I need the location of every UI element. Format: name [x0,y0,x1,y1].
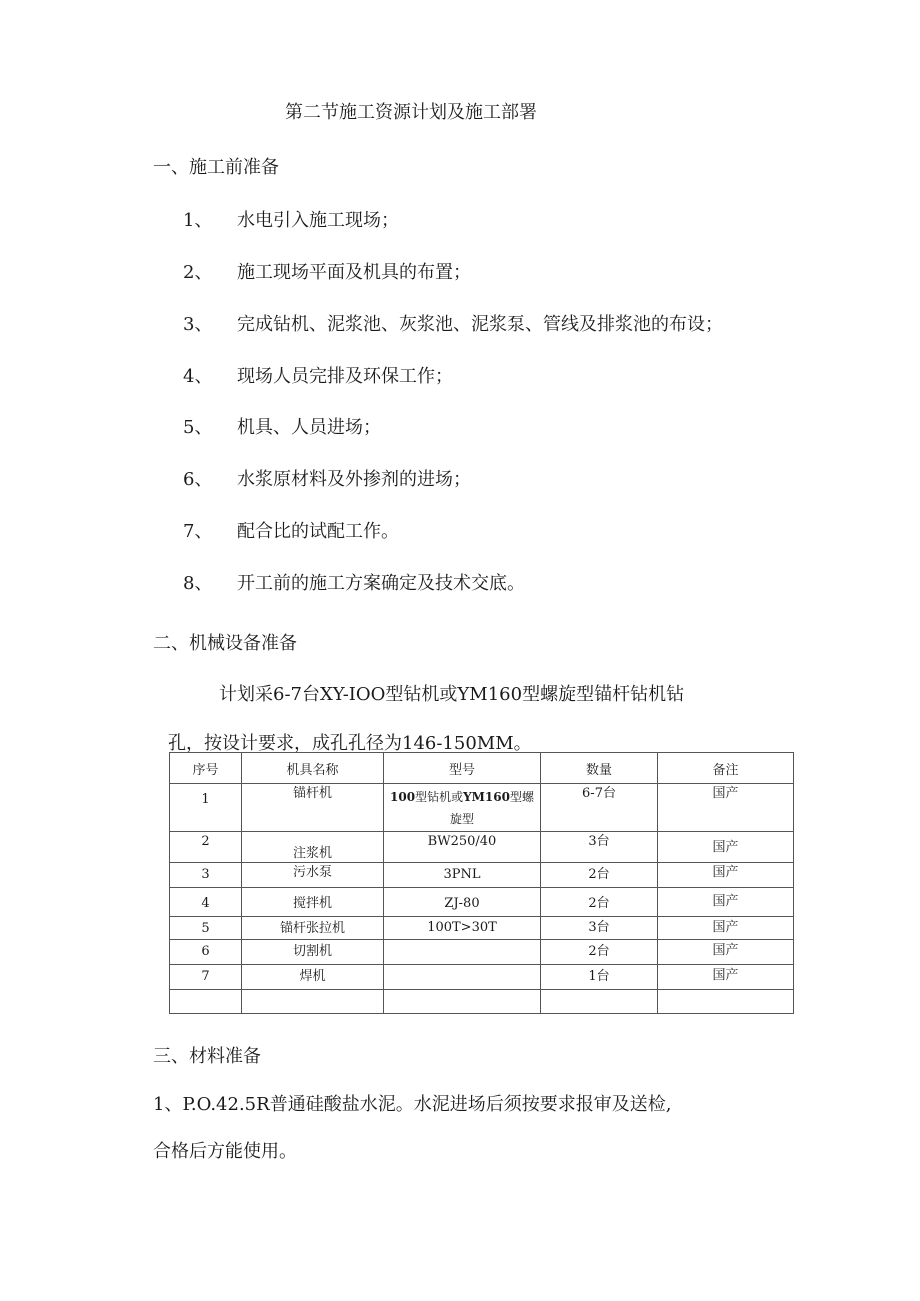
item-number: 3、 [183,314,213,335]
item-text: 机具、人员进场； [237,417,381,438]
table-row [170,832,794,863]
equipment-note: 国产 [658,888,794,917]
equipment-note: 国产 [658,784,794,832]
materials-paragraph-line1: 1、P.O.42.5R普通硅酸盐水泥。水泥进场后须按要求报审及送检, [153,1094,672,1115]
section-heading-materials: 三、材料准备 [153,1046,261,1067]
item-text: 施工现场平面及机具的布置； [237,262,471,283]
table-row [170,888,794,917]
equipment-note: 国产 [658,940,794,965]
equipment-note: 国产 [658,863,794,888]
table-row [170,917,794,940]
row-number: 6 [170,940,242,965]
materials-paragraph-line2: 合格后方能使用。 [153,1141,297,1162]
equipment-name: 焊机 [242,965,384,990]
list-item [183,310,723,336]
equipment-name: 注浆机 [242,832,384,863]
equipment-paragraph-line1: 计划采6-7台XY-IOO型钻机或YM160型螺旋型锚杆钻机钻 [219,684,685,705]
list-item [183,517,399,543]
equipment-model: BW250/40 [384,832,541,863]
equipment-quantity: 1台 [541,965,658,990]
header-cell: 型号 [384,753,541,784]
table-row [170,863,794,888]
header-cell: 序号 [170,753,242,784]
row-number: 7 [170,965,242,990]
item-number: 2、 [183,262,213,283]
item-text: 水电引入施工现场； [237,210,399,231]
header-cell: 数量 [541,753,658,784]
equipment-name: 污水泵 [242,863,384,888]
row-number: 4 [170,888,242,917]
list-item [183,413,381,439]
equipment-model [384,965,541,990]
equipment-note: 国产 [658,832,794,863]
row-number: 3 [170,863,242,888]
equipment-model [384,940,541,965]
empty-cell [384,990,541,1014]
list-item [183,362,453,388]
equipment-model: 100型钻机或YM160型螺旋型 [384,784,541,832]
item-number: 1、 [183,210,213,231]
header-cell: 机具名称 [242,753,384,784]
equipment-name: 锚杆张拉机 [242,917,384,940]
item-text: 完成钻机、泥浆池、灰浆池、泥浆泵、管线及排浆池的布设； [237,314,723,335]
empty-cell [658,990,794,1014]
section-heading-equipment: 二、机械设备准备 [153,633,297,654]
equipment-model: 3PNL [384,863,541,888]
empty-cell [541,990,658,1014]
equipment-name: 搅拌机 [242,888,384,917]
item-number: 5、 [183,417,213,438]
list-item [183,569,525,595]
item-number: 6、 [183,469,213,490]
list-item [183,206,399,232]
list-item [183,258,471,284]
row-number: 1 [170,784,242,832]
item-text: 开工前的施工方案确定及技术交底。 [237,573,525,594]
item-text: 现场人员完排及环保工作； [237,366,453,387]
equipment-model: 100T>30T [384,917,541,940]
empty-cell [170,990,242,1014]
equipment-quantity: 6-7台 [541,784,658,832]
item-number: 4、 [183,366,213,387]
equipment-quantity: 2台 [541,888,658,917]
item-number: 8、 [183,573,213,594]
section-heading-preparation: 一、施工前准备 [153,157,279,178]
equipment-quantity: 3台 [541,917,658,940]
equipment-model: ZJ-80 [384,888,541,917]
header-cell: 备注 [658,753,794,784]
equipment-note: 国产 [658,917,794,940]
item-text: 配合比的试配工作。 [237,521,399,542]
equipment-name: 锚杆机 [242,784,384,832]
item-number: 7、 [183,521,213,542]
list-item [183,465,471,491]
table-row [170,965,794,990]
equipment-paragraph-line2: 孔，按设计要求，成孔孔径为146-150MM。 [168,733,532,754]
page-title: 第二节施工资源计划及施工部署 [285,102,537,123]
equipment-quantity: 3台 [541,832,658,863]
empty-cell [242,990,384,1014]
row-number: 5 [170,917,242,940]
equipment-table [169,752,794,1014]
equipment-quantity: 2台 [541,863,658,888]
table-header-row [170,753,794,784]
row-number: 2 [170,832,242,863]
table-row [170,940,794,965]
equipment-note: 国产 [658,965,794,990]
table-row-empty [170,990,794,1014]
item-text: 水浆原材料及外掺剂的进场； [237,469,471,490]
equipment-name: 切割机 [242,940,384,965]
equipment-quantity: 2台 [541,940,658,965]
table-row [170,784,794,832]
